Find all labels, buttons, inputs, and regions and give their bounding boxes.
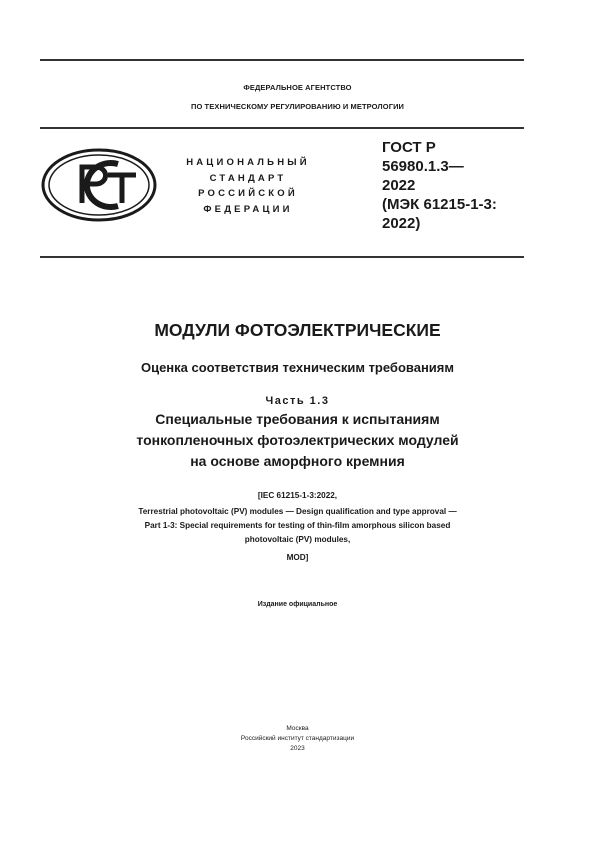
standard-type-line-2: СТАНДАРТ: [209, 172, 287, 184]
footer-city: Москва: [286, 725, 309, 732]
iec-reference-line-2: Terrestrial photovoltaic (PV) modules — Design qualification and type approval —: [138, 507, 457, 516]
designation-line-3: 2022: [382, 177, 416, 194]
standard-type-line-4: ФЕДЕРАЦИИ: [203, 203, 293, 215]
part-title-line-2: тонкопленочных фотоэлектрических модулей: [136, 432, 459, 448]
designation-rule: [40, 256, 524, 258]
iec-reference-line-5: MOD]: [286, 553, 309, 562]
iec-reference-line-3: Part 1-3: Special requirements for testing of thin-film amorphous silicon based: [144, 521, 451, 530]
agency-line-2: ПО ТЕХНИЧЕСКОМУ РЕГУЛИРОВАНИЮ И МЕТРОЛОГИИ: [190, 102, 405, 111]
standard-type: [168, 155, 328, 217]
rst-logo-icon: [40, 147, 158, 223]
part-title-line-1: Специальные требования к испытаниям: [155, 411, 440, 427]
designation-line-5: 2022): [382, 215, 421, 232]
agency-line-1: ФЕДЕРАЛЬНОЕ АГЕНТСТВО: [243, 83, 352, 92]
edition-note: Издание официальное: [257, 601, 338, 608]
footer-publisher: Российский институт стандартизации: [240, 735, 355, 742]
footer-year: 2023: [290, 745, 305, 752]
designation-line-4: (МЭК 61215-1-3:: [382, 196, 497, 213]
header-rule: [40, 127, 524, 129]
main-title: МОДУЛИ ФОТОЭЛЕКТРИЧЕСКИЕ: [154, 320, 441, 340]
standard-type-line-3: РОССИЙСКОЙ: [198, 188, 298, 199]
designation-line-1: ГОСТ Р: [382, 139, 436, 156]
subtitle: Оценка соответствия техническим требованиям: [140, 360, 455, 375]
part-title-line-3: на основе аморфного кремния: [190, 453, 405, 469]
part-number: Часть 1.3: [265, 395, 330, 407]
iec-reference-line-1: [IEC 61215-1-3:2022,: [257, 491, 338, 500]
standard-designation: [382, 138, 532, 233]
designation-line-2: 56980.1.3—: [382, 158, 464, 175]
top-rule: [40, 59, 524, 61]
iec-reference-line-4: photovoltaic (PV) modules,: [244, 535, 351, 544]
standard-type-line-1: НАЦИОНАЛЬНЫЙ: [186, 157, 310, 168]
